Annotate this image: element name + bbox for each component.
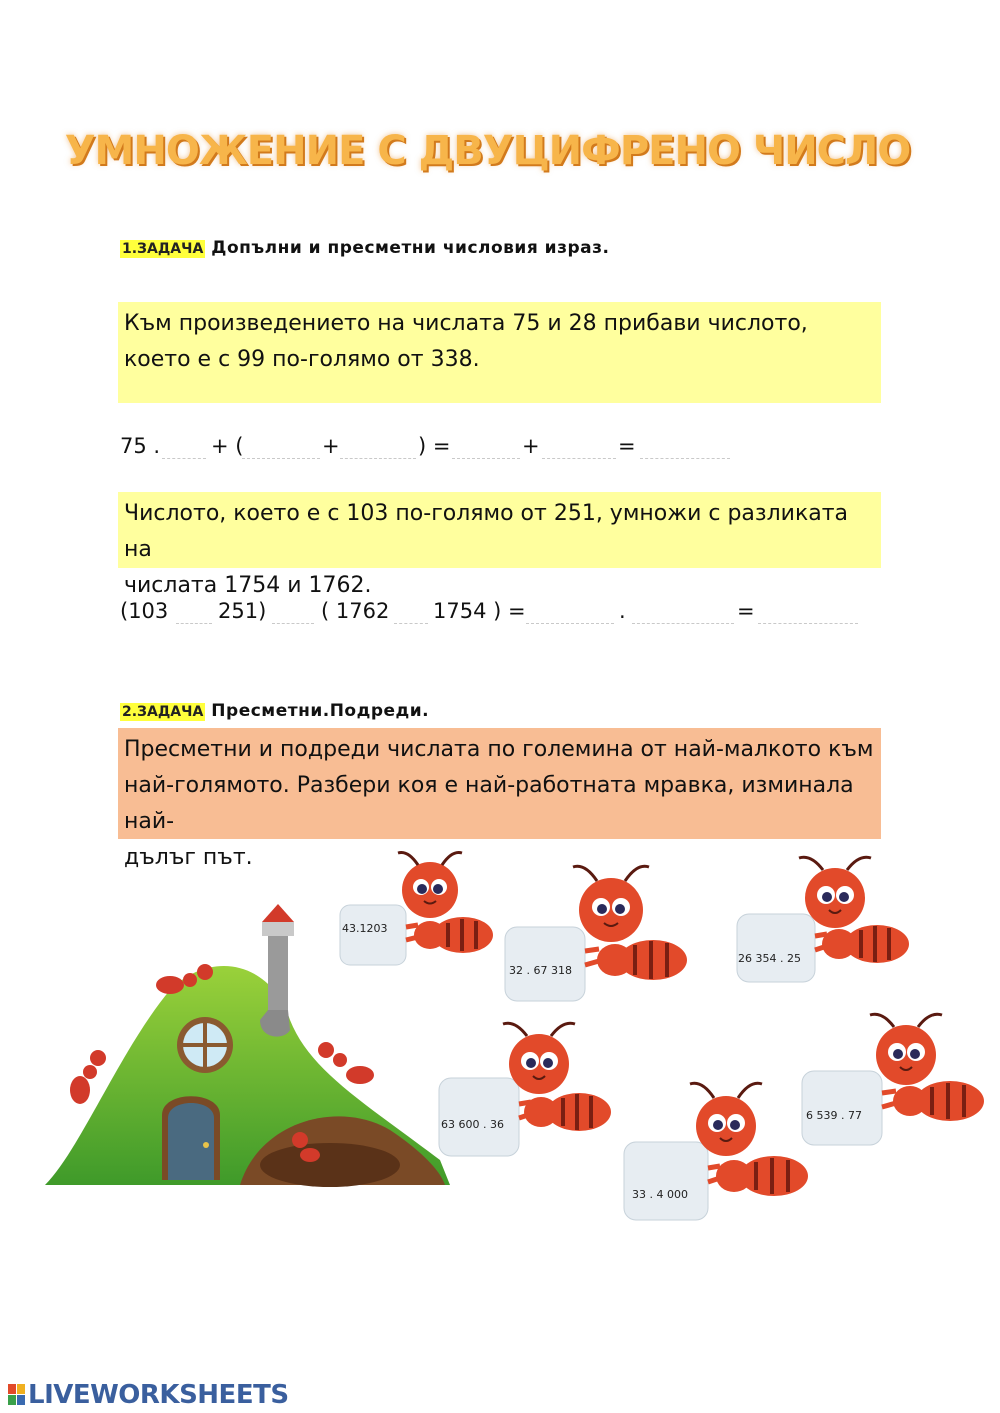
expr-a-part1: 75 . <box>120 434 161 458</box>
answer-blank[interactable] <box>340 436 416 459</box>
expr-a-part2: + ( <box>211 434 244 458</box>
answer-blank[interactable] <box>640 436 730 459</box>
answer-blank[interactable] <box>542 436 616 459</box>
expr-a-part6: = <box>618 434 636 458</box>
logo-icon <box>8 1384 26 1406</box>
answer-blank[interactable] <box>162 436 206 459</box>
ant-with-cube-3 <box>735 848 915 988</box>
operator-blank[interactable] <box>272 601 314 624</box>
task1-heading <box>120 238 609 258</box>
page-title: УМНОЖЕНИЕ С ДВУЦИФРЕНО ЧИСЛО <box>64 128 911 174</box>
task2-heading <box>120 701 429 721</box>
ant-with-cube-6 <box>622 1070 812 1225</box>
ant-with-cube-4 <box>437 1012 617 1162</box>
expr-a-part4: ) = <box>418 434 451 458</box>
ant-label-6: 33 . 4 000 <box>632 1188 688 1201</box>
logo-text: LIVEWORKSHEETS <box>28 1380 289 1410</box>
problem-a-box <box>118 302 881 403</box>
ant-label-2: 32 . 67 318 <box>509 964 572 977</box>
expr-b-part1: (103 <box>120 599 169 623</box>
answer-blank[interactable] <box>632 601 734 624</box>
problem-a-line2: което е с 99 по-голямо от 338. <box>124 347 480 372</box>
expr-b-part6: = <box>737 599 755 623</box>
problem-b-box <box>118 492 881 598</box>
ant-with-cube-5 <box>800 1005 990 1150</box>
ant-label-1: 43.1203 <box>342 922 388 935</box>
answer-blank[interactable] <box>526 601 614 624</box>
expr-a-part3: + <box>322 434 340 458</box>
task1-tag: 1.ЗАДАЧА <box>122 241 204 257</box>
task2-line3: дълъг път. <box>124 845 253 870</box>
task2-box <box>118 728 881 870</box>
ant-with-cube-2 <box>503 855 693 1005</box>
ant-label-4: 63 600 . 36 <box>441 1118 504 1131</box>
task1-instruction: Допълни и пресметни числовия израз. <box>211 238 610 258</box>
ant-label-5: 6 539 . 77 <box>806 1109 862 1122</box>
answer-blank[interactable] <box>758 601 858 624</box>
expression-b <box>0 599 1000 629</box>
problem-a-line1: Към произведението на числата 75 и 28 прибави числото, <box>124 311 808 336</box>
expr-b-part3: ( 1762 <box>321 599 390 623</box>
expr-a-part5: + <box>522 434 540 458</box>
operator-blank[interactable] <box>394 601 428 624</box>
operator-blank[interactable] <box>176 601 212 624</box>
problem-b-line2: числата 1754 и 1762. <box>124 573 372 598</box>
expr-b-part4: 1754 ) = <box>433 599 526 623</box>
expression-a <box>0 434 1000 464</box>
answer-blank[interactable] <box>242 436 320 459</box>
task2-instruction: Пресметни.Подреди. <box>211 701 430 721</box>
task2-line1: Пресметни и подреди числата по големина от най-малкото към <box>124 737 874 762</box>
ant-label-3: 26 354 . 25 <box>738 952 801 965</box>
problem-b-line1: Числото, което е с 103 по-голямо от 251, умножи с разликата на <box>124 501 849 562</box>
ant-with-cube-1 <box>338 845 498 980</box>
liveworksheets-logo[interactable] <box>8 1380 289 1410</box>
answer-blank[interactable] <box>452 436 520 459</box>
expr-b-part2: 251) <box>218 599 267 623</box>
task2-line2: най-голямото. Разбери коя е най-работната мравка, изминала най- <box>124 773 854 834</box>
task2-tag: 2.ЗАДАЧА <box>122 704 204 720</box>
expr-b-part5: . <box>619 599 626 623</box>
